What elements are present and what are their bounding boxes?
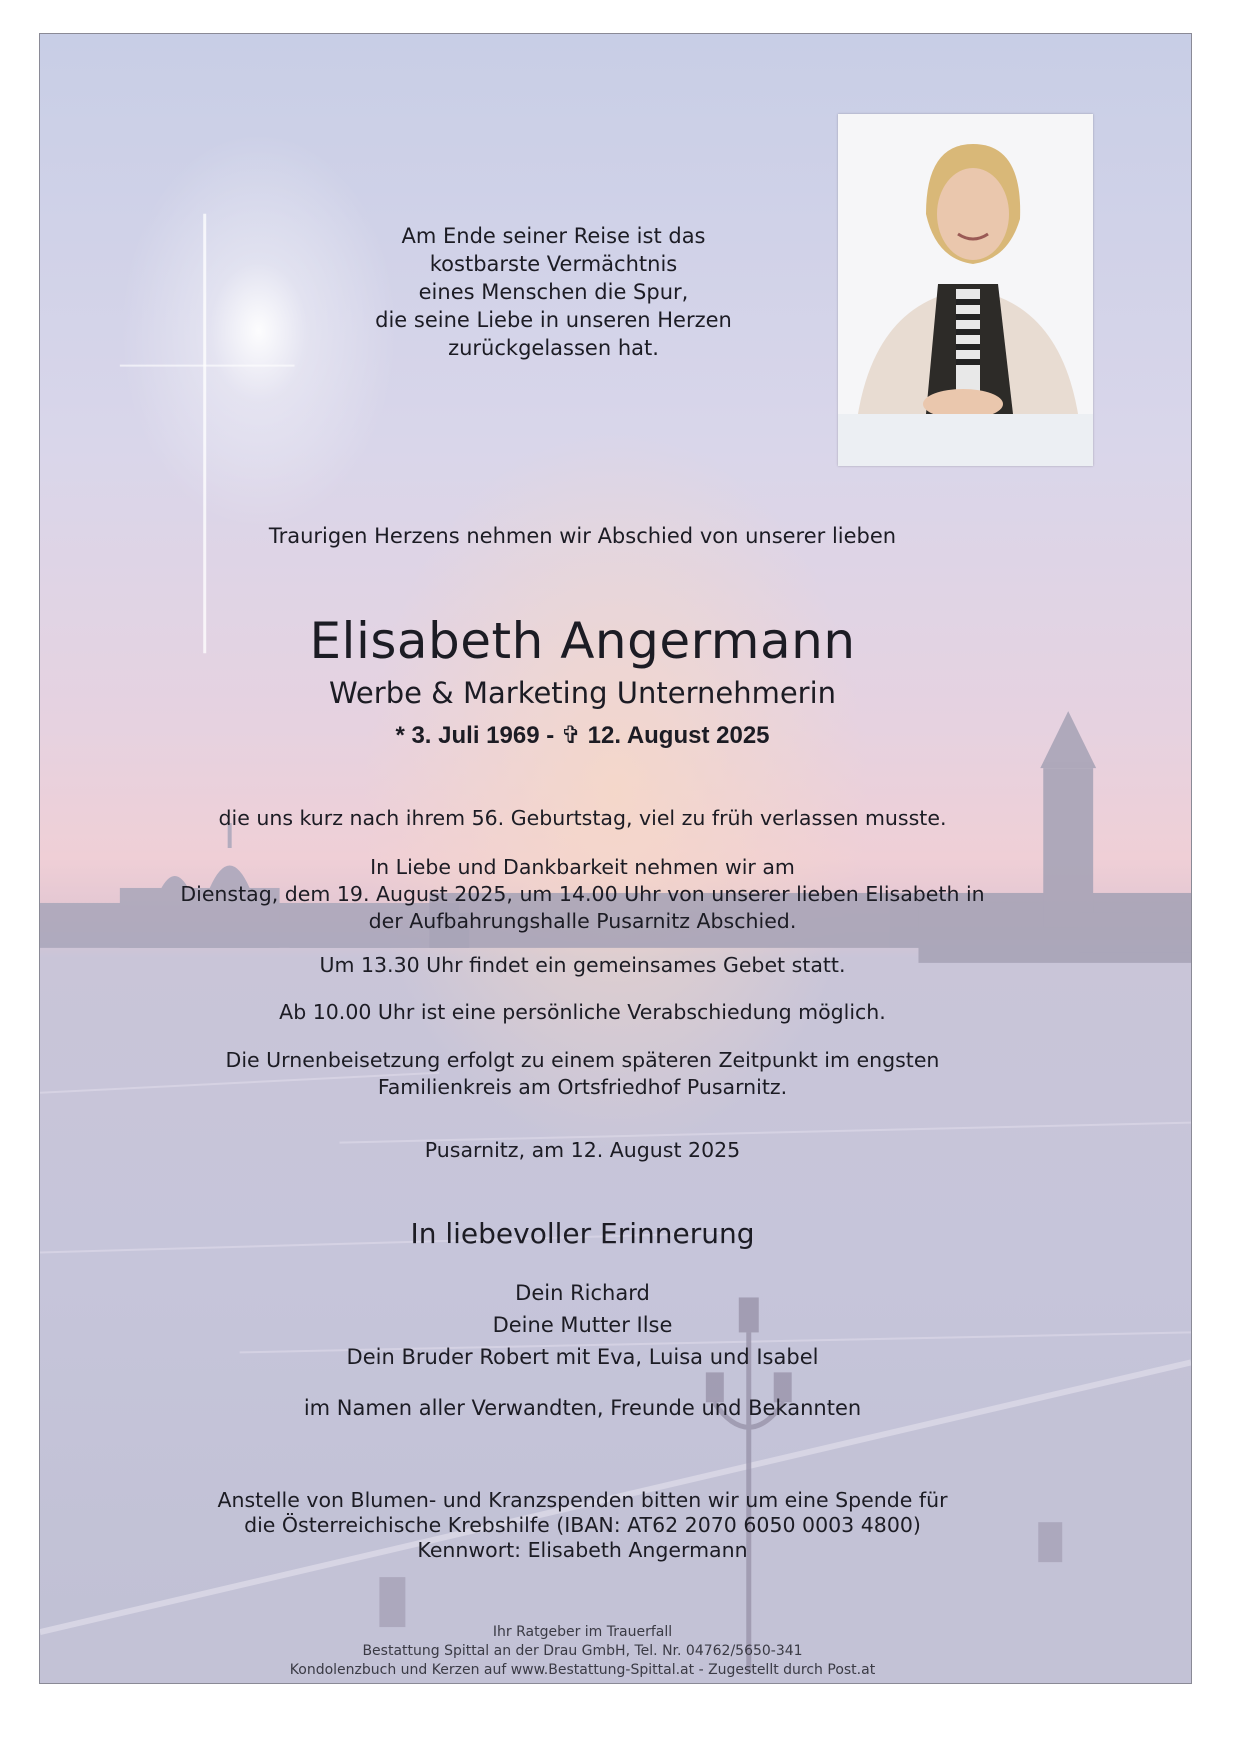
place-and-date: Pusarnitz, am 12. August 2025 [424, 1138, 741, 1162]
deceased-profession: Werbe & Marketing Unternehmerin [328, 676, 837, 710]
donation-line: Kennwort: Elisabeth Angermann [417, 1538, 748, 1562]
memory-heading: In liebevoller Erinnerung [410, 1217, 755, 1250]
birth-date: * 3. Juli 1969 - [395, 722, 555, 749]
mourner: Deine Mutter Ilse [492, 1313, 673, 1337]
paragraph-burial [39, 1047, 1158, 1101]
funeral-home-footer [39, 1623, 1158, 1680]
quote-line: die seine Liebe in unseren Herzen [375, 308, 732, 332]
footer-line: Ihr Ratgeber im Trauerfall [492, 1624, 673, 1640]
paragraph-passing: die uns kurz nach ihrem 56. Geburtstag, viel zu früh verlassen musste. [218, 806, 947, 830]
intro-line: Traurigen Herzens nehmen wir Abschied von unserer lieben [268, 524, 897, 548]
donation-line: Anstelle von Blumen- und Kranzspenden bitten wir um eine Spende für [217, 1488, 948, 1512]
quote-line: zurückgelassen hat. [448, 336, 659, 360]
paragraph-viewing: Ab 10.00 Uhr ist eine persönliche Verabschiedung möglich. [279, 1000, 886, 1024]
mourner: Dein Bruder Robert mit Eva, Luisa und Isabel [346, 1345, 819, 1369]
donation-note [39, 1488, 1158, 1563]
donation-line: die Österreichische Krebshilfe (IBAN: AT62 2070 6050 0003 4800) [244, 1513, 921, 1537]
footer-line: Kondolenzbuch und Kerzen auf www.Bestattung-Spittal.at - Zugestellt durch Post.at [289, 1662, 876, 1678]
cross-icon: ✞ [560, 722, 581, 749]
quote-block [39, 222, 1129, 362]
life-dates [39, 721, 1158, 750]
deceased-name: Elisabeth Angermann [309, 612, 856, 670]
mourners-list [39, 1277, 1158, 1373]
obituary-card [39, 33, 1192, 1684]
farewell-line: In Liebe und Dankbarkeit nehmen wir am [370, 855, 795, 879]
paragraph-prayer: Um 13.30 Uhr findet ein gemeinsames Gebet statt. [319, 953, 846, 977]
quote-line: Am Ende seiner Reise ist das [401, 224, 706, 248]
burial-line: Die Urnenbeisetzung erfolgt zu einem späteren Zeitpunkt im engsten [225, 1048, 940, 1072]
farewell-line: Dienstag, dem 19. August 2025, um 14.00 Uhr von unserer lieben Elisabeth in [180, 882, 985, 906]
death-date: 12. August 2025 [587, 722, 770, 749]
paragraph-farewell [39, 854, 1158, 935]
burial-line: Familienkreis am Ortsfriedhof Pusarnitz. [377, 1075, 788, 1099]
quote-line: eines Menschen die Spur, [418, 280, 689, 304]
quote-line: kostbarste Vermächtnis [429, 252, 678, 276]
on-behalf-line: im Namen aller Verwandten, Freunde und Bekannten [303, 1396, 862, 1420]
footer-line: Bestattung Spittal an der Drau GmbH, Tel. Nr. 04762/5650-341 [362, 1643, 803, 1659]
farewell-line: der Aufbahrungshalle Pusarnitz Abschied. [368, 909, 797, 933]
mourner: Dein Richard [515, 1281, 650, 1305]
